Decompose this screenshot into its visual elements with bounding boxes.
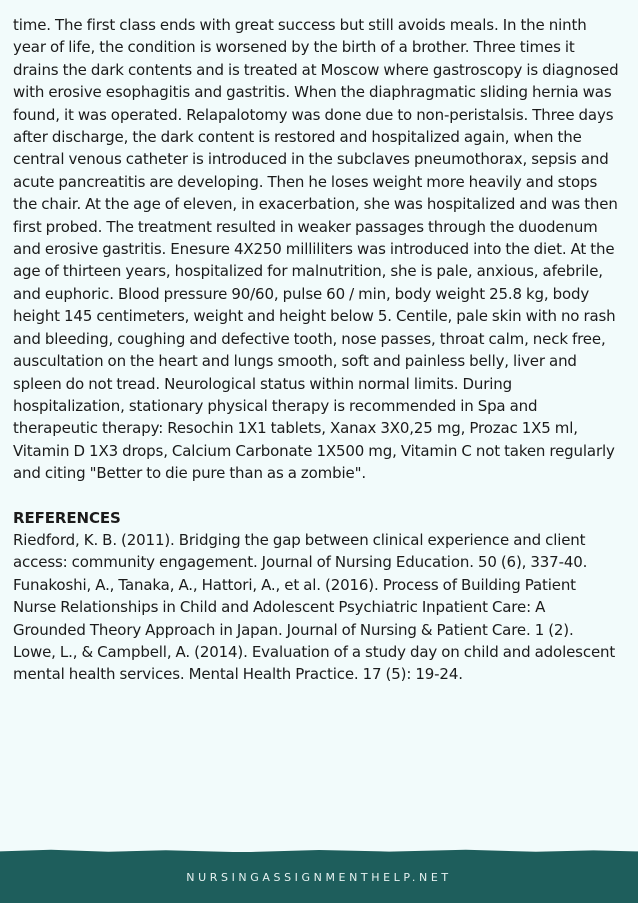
case-study-paragraph: time. The first class ends with great success but still avoids meals. In the ninth year of life, the condition is worsened by the birth of a brother. Three times it drains the dark contents and is treated at Moscow where gastroscopy is diagnosed with erosive esophagitis and gastritis. When the diaphragmatic sliding hernia was found, it was operated. Relapalotomy was done due to non-peristalsis. Three days after discharge, the dark content is restored and hospitalized again, when the central venous catheter is introduced in the subclaves pneumothorax, sepsis and acute pancreatitis are developing. Then he loses weight more heavily and stops the chair. At the age of eleven, in exacerbation, she was hospitalized and was then first probed. The treatment resulted in weaker passages through the duodenum and erosive gastritis. Enesure 4X250 milliliters was introduced into the diet. At the age of thirteen years, hospitalized for malnutrition, she is pale, anxious, afebrile, and euphoric. Blood pressure 90/60, pulse 60 / min, body weight 25.8 kg, body height 145 centimeters, weight and height below 5. Centile, pale skin with no rash and bleeding, coughing and defective tooth, nose passes, throat calm, neck free, auscultation on the heart and lungs smooth, soft and painless belly, liver and spleen do not tread. Neurological status within normal limits. During hospitalization, stationary physical therapy is recommended in Spa and therapeutic therapy: Resochin 1X1 tablets, Xanax 3X0,25 mg, Prozac 1X5 ml, Vitamin D 1X3 drops, Calcium Carbonate 1X500 mg, Vitamin C not taken regularly and citing "Better to die pure than as a zombie".: [13, 16, 619, 483]
reference-item: Lowe, L., & Campbell, A. (2014). Evaluation of a study day on child and adolescent mental health services. Mental Health Practice. 17 (5): 19-24.: [13, 642, 616, 684]
reference-item: Funakoshi, A., Tanaka, A., Hattori, A., et al. (2016). Process of Building Patient Nurse Relationships in Child and Adolescent Psychiatric Inpatient Care: A Grounded Theory Approach in Japan. Journal of Nursing & Patient Care. 1 (2).: [13, 575, 576, 639]
footer-site-link[interactable]: NURSINGASSIGNMENTHELP.NET: [186, 871, 452, 884]
reference-item: Riedford, K. B. (2011). Bridging the gap between clinical experience and client access: community engagement. Journal of Nursing Education. 50 (6), 337-40.: [13, 530, 588, 572]
references-section: [13, 507, 620, 686]
footer-band: [0, 852, 638, 903]
references-heading: REFERENCES: [13, 508, 121, 527]
